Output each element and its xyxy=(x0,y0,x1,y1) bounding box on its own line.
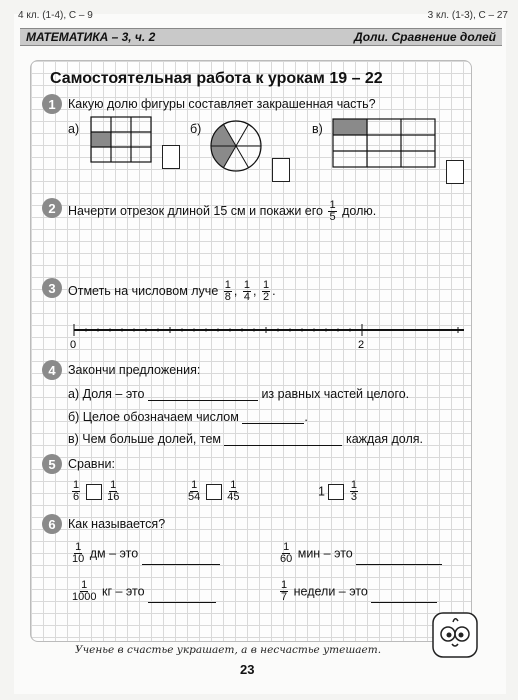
task-2-fraction: $\frac{1}{5}$ xyxy=(329,199,336,223)
fraction-1-4: $\frac{1}{4}$ xyxy=(243,279,250,303)
blank-6-4[interactable] xyxy=(371,602,437,603)
grid-figure-a xyxy=(90,116,152,164)
task-2-tail: долю. xyxy=(342,203,377,218)
answer-box-c[interactable] xyxy=(446,160,464,184)
task-2-number: 2 xyxy=(42,198,62,218)
task-3-number: 3 xyxy=(42,278,62,298)
fraction-1-2: $\frac{1}{2}$ xyxy=(262,279,270,303)
task-4-line-a: а) Доля – это из равных частей целого. xyxy=(68,387,410,401)
task-4-number: 4 xyxy=(42,360,62,380)
compare-pair-2: $\frac{1}{54}$ $\frac{1}{45}$ xyxy=(188,479,240,503)
number-ray xyxy=(66,318,470,358)
task-1-label-a: а) xyxy=(68,122,80,136)
name-row-1-right: $\frac{1}{60}$ мин – это xyxy=(278,542,442,565)
header-subject: МАТЕМАТИКА – 3, ч. 2 xyxy=(26,30,156,44)
owl-mascot-icon xyxy=(432,612,478,658)
compare-box-1[interactable] xyxy=(86,484,102,500)
name-row-2-left: $\frac{1}{1000}$ кг – это xyxy=(70,580,216,603)
task-1-label-c: в) xyxy=(312,122,323,136)
compare-pair-3: 1 $\frac{1}{3}$ xyxy=(318,479,358,503)
task-1-text: Какую долю фигуры составляет закрашенная часть? xyxy=(68,97,376,111)
top-left-ref: 4 кл. (1-4), С – 9 xyxy=(18,10,93,21)
task-6-number: 6 xyxy=(42,514,62,534)
task-3-text: Отметь на числовом луче xyxy=(68,283,219,298)
blank-c[interactable] xyxy=(224,445,342,446)
ray-label-zero: 0 xyxy=(70,339,77,351)
task-4-line-b: б) Целое обозначаем числом . xyxy=(68,410,308,424)
blank-a[interactable] xyxy=(148,400,258,401)
grid-figure-c xyxy=(332,118,436,168)
fraction-1-8: $\frac{1}{8}$ xyxy=(224,279,231,303)
name-row-2-right: $\frac{1}{7}$ недели – это xyxy=(278,580,437,603)
answer-box-b[interactable] xyxy=(272,158,290,182)
compare-box-3[interactable] xyxy=(328,484,344,500)
task-3-row: Отметь на числовом луче $\frac{1}{8}$ , $\frac{1}{4}$ , $\frac{1}{2}$ . xyxy=(68,279,276,303)
task-4-text: Закончи предложения: xyxy=(68,363,201,377)
answer-box-a[interactable] xyxy=(162,145,180,169)
name-row-1-left: $\frac{1}{10}$ дм – это xyxy=(70,542,220,565)
circle-figure-b xyxy=(208,118,264,174)
task-1-label-b: б) xyxy=(190,122,202,136)
motto: Ученье в счастье украшает, а в несчастье утешает. xyxy=(75,644,382,656)
blank-b[interactable] xyxy=(242,423,304,424)
task-5-text: Сравни: xyxy=(68,457,115,471)
compare-box-2[interactable] xyxy=(206,484,222,500)
task-2-text: Начерти отрезок длиной 15 см и покажи его xyxy=(68,203,323,218)
ray-label-two: 2 xyxy=(358,339,365,351)
header-topic: Доли. Сравнение долей xyxy=(354,30,496,44)
top-right-ref: 3 кл. (1-3), С – 27 xyxy=(427,10,508,21)
page-header xyxy=(20,28,502,46)
task-5-number: 5 xyxy=(42,454,62,474)
compare-pair-1: $\frac{1}{6}$ $\frac{1}{16}$ xyxy=(73,479,120,503)
top-row xyxy=(18,10,508,24)
task-2-row xyxy=(68,200,376,223)
blank-6-3[interactable] xyxy=(148,602,216,603)
blank-6-1[interactable] xyxy=(142,564,220,565)
task-1-number: 1 xyxy=(42,94,62,114)
task-4-line-c: в) Чем больше долей, тем каждая доля. xyxy=(68,432,424,446)
blank-6-2[interactable] xyxy=(356,564,442,565)
page-number: 23 xyxy=(240,662,255,677)
worksheet-title: Самостоятельная работа к урокам 19 – 22 xyxy=(50,70,383,87)
task-6-text: Как называется? xyxy=(68,517,166,531)
